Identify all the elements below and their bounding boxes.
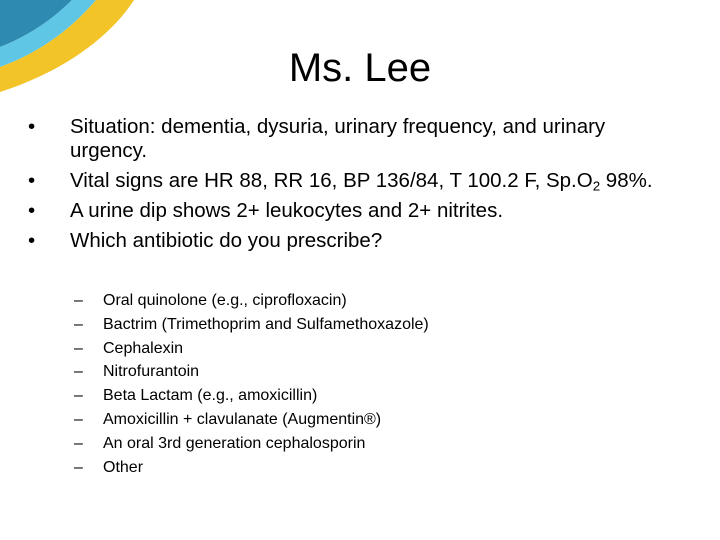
- option-item: [74, 408, 429, 432]
- bullet-text: Vital signs are HR 88, RR 16, BP 136/84, T 100.2 F,: [70, 169, 546, 192]
- option-text: Cephalexin: [103, 339, 184, 357]
- main-bullet-list: [28, 115, 668, 259]
- spo2-prefix: Sp.O: [545, 169, 593, 192]
- option-text: Other: [103, 458, 144, 476]
- bullet-question: [28, 229, 668, 253]
- option-text: An oral 3rd generation cephalosporin: [103, 434, 366, 452]
- option-item: [74, 289, 429, 313]
- option-text: Amoxicillin + clavulanate (Augmentin®): [103, 410, 382, 428]
- option-item: [74, 456, 429, 480]
- option-text: Beta Lactam (e.g., amoxicillin): [103, 387, 318, 405]
- option-item: [74, 360, 429, 384]
- bullet-glyph: •: [28, 229, 36, 252]
- bullet-text: Situation: dementia, dysuria, urinary frequency, and urinary urgency.: [70, 115, 606, 162]
- dash-glyph: –: [74, 410, 83, 428]
- answer-options-list: [74, 289, 429, 479]
- dash-glyph: –: [74, 387, 83, 405]
- bullet-glyph: •: [28, 169, 36, 192]
- bullet-vital-signs: [28, 169, 668, 193]
- option-text: Bactrim (Trimethoprim and Sulfamethoxazole): [103, 315, 429, 333]
- dash-glyph: –: [74, 339, 83, 357]
- option-item: [74, 313, 429, 337]
- option-item: [74, 384, 429, 408]
- option-text: Nitrofurantoin: [103, 363, 200, 381]
- bullet-urine-dip: [28, 199, 668, 223]
- option-text: Oral quinolone (e.g., ciprofloxacin): [103, 292, 347, 309]
- bullet-text: Which antibiotic do you prescribe?: [70, 229, 383, 252]
- spo2-suffix: 98%.: [600, 169, 653, 192]
- dash-glyph: –: [74, 363, 83, 381]
- option-item: [74, 337, 429, 361]
- option-item: [74, 432, 429, 456]
- bullet-glyph: •: [28, 115, 36, 138]
- dash-glyph: –: [74, 458, 83, 476]
- dash-glyph: –: [74, 315, 83, 333]
- dash-glyph: –: [74, 434, 83, 452]
- spo2-subscript: 2: [592, 178, 601, 194]
- dash-glyph: –: [74, 292, 83, 309]
- bullet-situation: [28, 115, 668, 163]
- bullet-glyph: •: [28, 199, 36, 222]
- bullet-text: A urine dip shows 2+ leukocytes and 2+ nitrites.: [70, 199, 504, 222]
- slide-title: Ms. Lee: [288, 46, 432, 90]
